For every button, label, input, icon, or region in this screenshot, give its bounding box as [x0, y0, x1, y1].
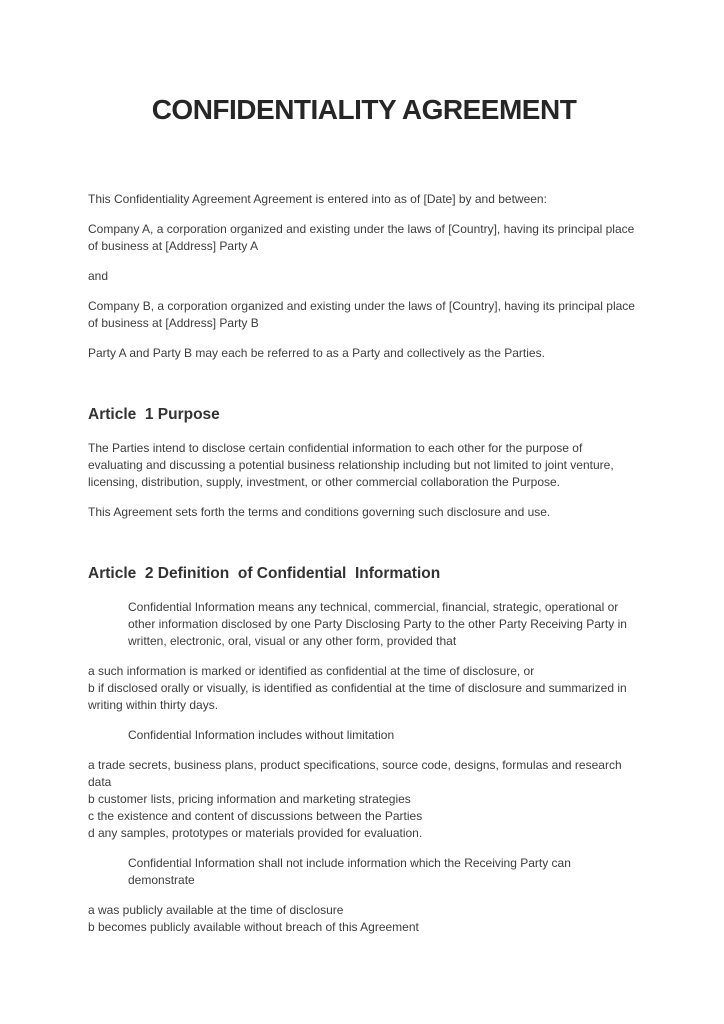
article-1-paragraph-terms: This Agreement sets forth the terms and conditions governing such disclosure and use.	[88, 505, 551, 519]
excludes-list-item: b becomes publicly available without breach of this Agreement	[88, 920, 419, 934]
article-2-definition: Confidential Information means any technical, commercial, financial, strategic, operational or other information disclosed by one Party Disclosing Party to the other Party Receiving Party in written, electronic, oral, visual or any other form, provided that	[128, 600, 627, 648]
includes-list-item: b customer lists, pricing information and marketing strategies	[88, 792, 411, 806]
includes-list-item: c the existence and content of discussions between the Parties	[88, 809, 423, 823]
preamble-parties-note: Party A and Party B may each be referred to as a Party and collectively as the Parties.	[88, 346, 545, 360]
marking-condition-item: b if disclosed orally or visually, is identified as confidential at the time of disclosure and summarized in writing within thirty days.	[88, 681, 627, 712]
excludes-list-item: a was publicly available at the time of disclosure	[88, 903, 344, 917]
article-2-marking-conditions	[88, 663, 640, 714]
article-2-includes-list	[88, 757, 640, 842]
preamble-party-a: Company A, a corporation organized and existing under the laws of [Country], having its principal place of business at [Address] Party A	[88, 222, 635, 253]
includes-list-item: a trade secrets, business plans, product specifications, source code, designs, formulas and research data	[88, 758, 622, 789]
preamble-connector: and	[88, 269, 109, 283]
preamble-intro: This Confidentiality Agreement Agreement is entered into as of [Date] by and between:	[88, 192, 547, 206]
preamble-party-b: Company B, a corporation organized and existing under the laws of [Country], having its principal place of business at [Address] Party B	[88, 299, 635, 330]
marking-condition-item: a such information is marked or identified as confidential at the time of disclosure, or	[88, 664, 535, 678]
article-1-heading: Article 1 Purpose	[88, 406, 220, 423]
article-2-includes-intro: Confidential Information includes without limitation	[128, 728, 395, 742]
article-2-excludes-intro: Confidential Information shall not include information which the Receiving Party can demonstrate	[128, 856, 571, 887]
document-title: CONFIDENTIALITY AGREEMENT	[151, 94, 577, 125]
includes-list-item: d any samples, prototypes or materials provided for evaluation.	[88, 826, 423, 840]
article-2-excludes-list	[88, 902, 640, 936]
article-1-paragraph-purpose: The Parties intend to disclose certain confidential information to each other for the purpose of evaluating and discussing a potential business relationship including but not limited to joint venture, licensing, distribution, supply, investment, or other commercial collaboration the Purpose.	[88, 441, 614, 489]
article-2-heading: Article 2 Definition of Confidential Information	[88, 565, 441, 582]
